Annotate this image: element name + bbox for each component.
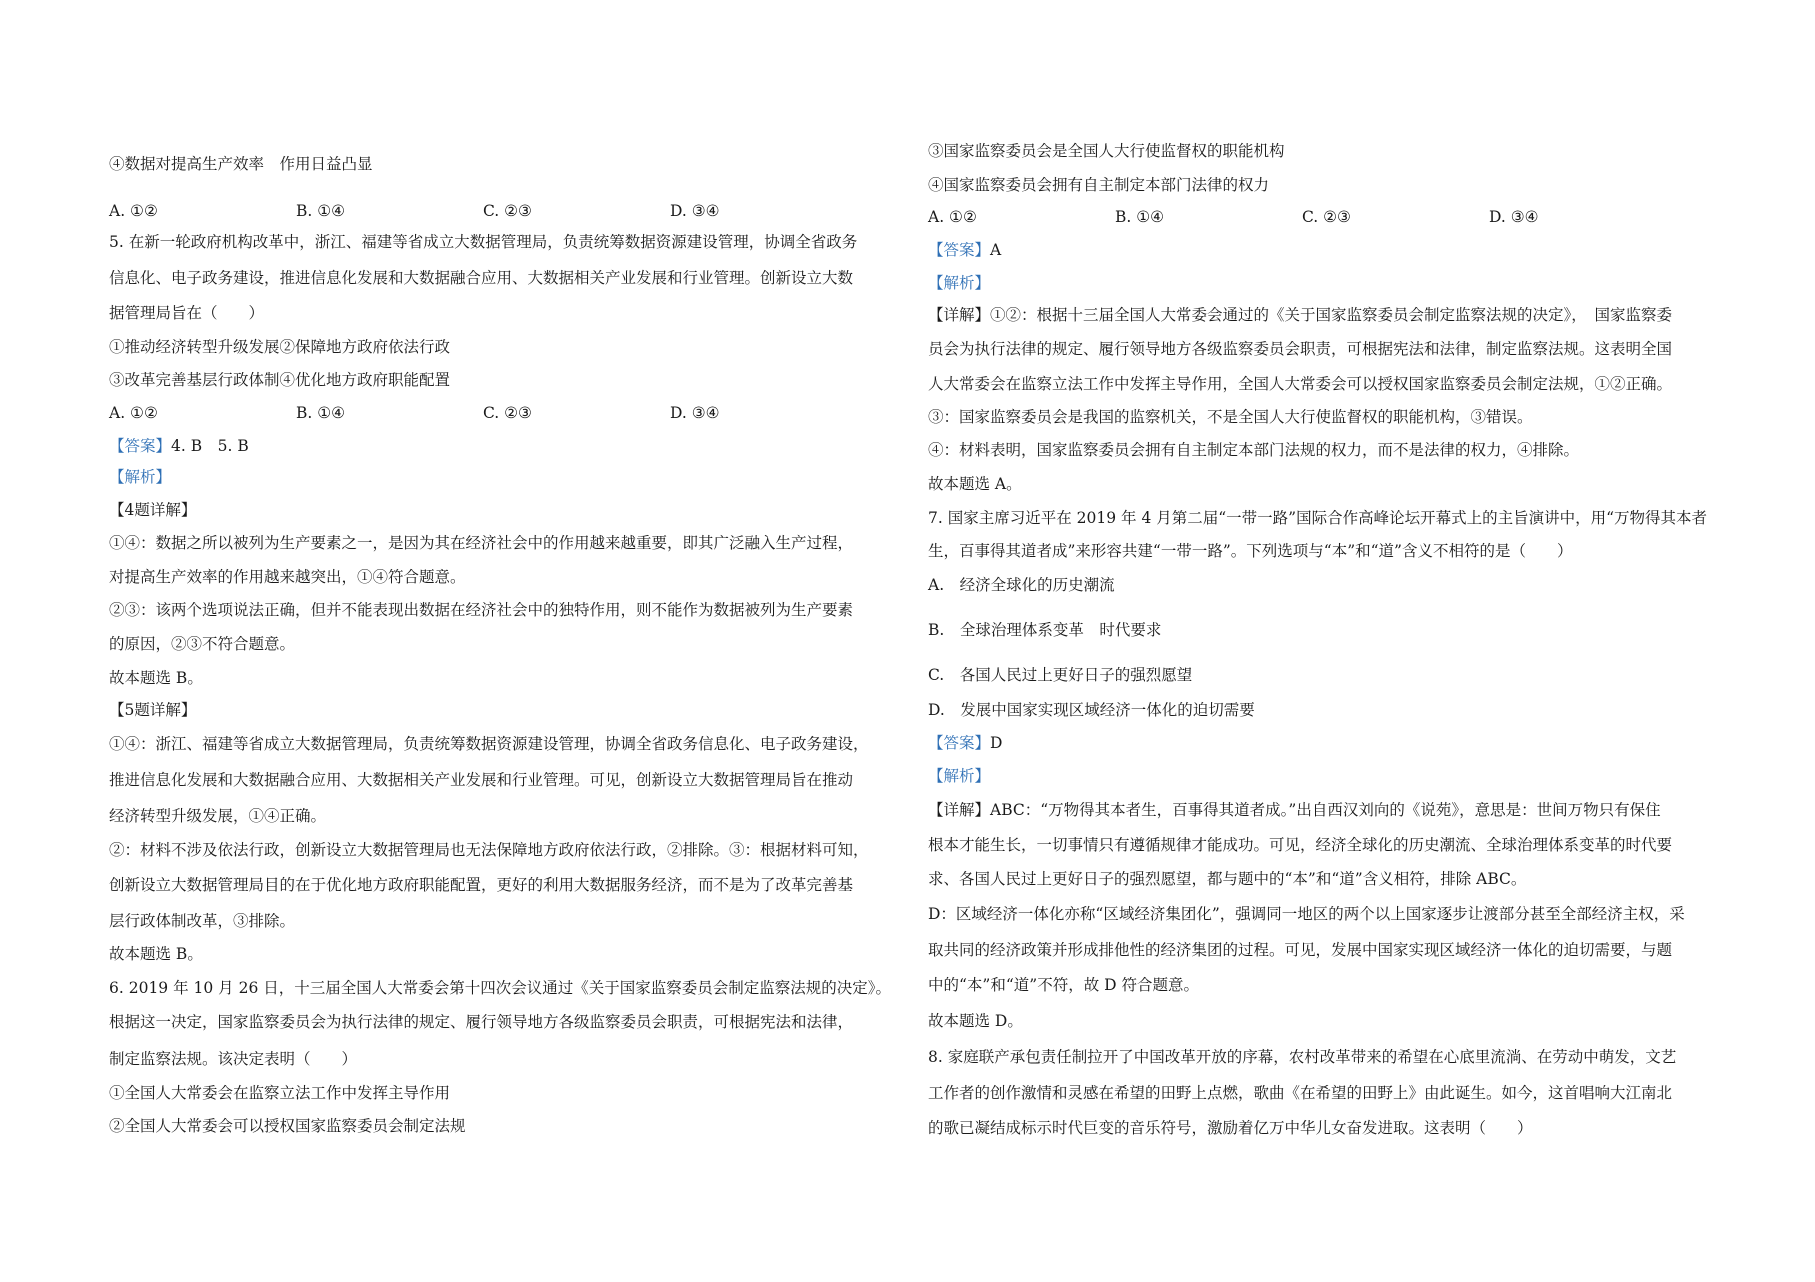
text-line: ①推动经济转型升级发展②保障地方政府依法行政 [109, 338, 451, 356]
text-line: B. 全球治理体系变革 时代要求 [928, 621, 1162, 639]
text-line: 根据这一决定，国家监察委员会为执行法律的规定、履行领导地方各级监察委员会职责，可根据宪法和法律， [109, 1013, 854, 1031]
option-a: A. ①② [928, 208, 977, 226]
option-c: C. ②③ [483, 404, 532, 422]
text-line: ③：国家监察委员会是我国的监察机关，不是全国人大行使监督权的职能机构，③错误。 [928, 408, 1533, 426]
answer-label: 【答案】 [928, 241, 991, 259]
text-line: ④：材料表明，国家监察委员会拥有自主制定本部门法规的权力，而不是法律的权力，④排除。 [928, 441, 1580, 459]
text-line: ③改革完善基层行政体制④优化地方政府职能配置 [109, 371, 451, 389]
text-line: D：区域经济一体化亦称“区域经济集团化”，强调同一地区的两个以上国家逐步让渡部分甚至全部经济主权，采 [928, 905, 1685, 923]
text-line: 人大常委会在监察立法工作中发挥主导作用，全国人大常委会可以授权国家监察委员会制定法规，①②正确。 [928, 375, 1673, 393]
answer-label: 【解析】 [109, 468, 172, 486]
answer-line [109, 467, 171, 487]
text-line: 中的“本”和“道”不符，故 D 符合题意。 [928, 976, 1199, 994]
option-d: D. ③④ [670, 404, 720, 422]
text-line: 信息化、电子政务建设，推进信息化发展和大数据融合应用、大数据相关产业发展和行业管理。创新设立大数 [109, 269, 854, 287]
text-line: 的原因，②③不符合题意。 [109, 635, 296, 653]
text-line: ①④：浙江、福建等省成立大数据管理局，负责统筹数据资源建设管理，协调全省政务信息化、电子政务建设， [109, 735, 869, 753]
text-line: ③国家监察委员会是全国人大行使监督权的职能机构 [928, 142, 1285, 160]
option-a: A. ①② [109, 404, 158, 422]
text-line: 层行政体制改革，③排除。 [109, 912, 296, 930]
text-line: ①④：数据之所以被列为生产要素之一，是因为其在经济社会中的作用越来越重要，即其广泛融入生产过程， [109, 534, 854, 552]
text-line: D. 发展中国家实现区域经济一体化的迫切需要 [928, 701, 1255, 719]
option-d: D. ③④ [1489, 208, 1539, 226]
text-line: ④数据对提高生产效率 作用日益凸显 [109, 155, 373, 173]
text-line: 的歌已凝结成标示时代巨变的音乐符号，激励着亿万中华儿女奋发进取。这表明（ ） [928, 1119, 1533, 1137]
text-line: 故本题选 B。 [109, 945, 203, 963]
answer-line [928, 240, 1001, 260]
answer-value: A [990, 241, 1002, 259]
answer-line [928, 733, 1002, 753]
answer-label: 【解析】 [928, 274, 991, 292]
option-a: A. ①② [109, 202, 158, 220]
text-line: 【5题详解】 [109, 701, 197, 719]
text-line: 创新设立大数据管理局目的在于优化地方政府职能配置，更好的利用大数据服务经济，而不是为了改革完善基 [109, 876, 854, 894]
text-line: 推进信息化发展和大数据融合应用、大数据相关产业发展和行业管理。可见，创新设立大数据管理局旨在推动 [109, 771, 854, 789]
option-d: D. ③④ [670, 202, 720, 220]
text-line: 7. 国家主席习近平在 2019 年 4 月第二届“一带一路”国际合作高峰论坛开幕式上的主旨演讲中，用“万物得其本者 [928, 509, 1708, 527]
text-line: ④国家监察委员会拥有自主制定本部门法律的权力 [928, 176, 1270, 194]
text-line: 取共同的经济政策并形成排他性的经济集团的过程。可见，发展中国家实现区域经济一体化的迫切需要，与题 [928, 941, 1673, 959]
answer-options [109, 201, 857, 221]
text-line: 根本才能生长，一切事情只有遵循规律才能成功。可见，经济全球化的历史潮流、全球治理体系变革的时代要 [928, 836, 1673, 854]
text-line: 经济转型升级发展，①④正确。 [109, 807, 327, 825]
text-line: ②：材料不涉及依法行政，创新设立大数据管理局也无法保障地方政府依法行政，②排除。③：根据材料可知， [109, 841, 869, 859]
text-line: 8. 家庭联产承包责任制拉开了中国改革开放的序幕，农村改革带来的希望在心底里流淌、在劳动中萌发，文艺 [928, 1048, 1677, 1066]
text-line: A. 经济全球化的历史潮流 [928, 576, 1115, 594]
answer-label: 【解析】 [928, 767, 991, 785]
answer-value: 4. B 5. B [171, 437, 249, 455]
text-line: 【详解】①②：根据十三届全国人大常委会通过的《关于国家监察委员会制定监察法规的决定》， 国家监察委 [928, 306, 1673, 324]
option-c: C. ②③ [1302, 208, 1351, 226]
text-line: 工作者的创作激情和灵感在希望的田野上点燃，歌曲《在希望的田野上》由此诞生。如今，这首唱响大江南北 [928, 1084, 1673, 1102]
option-b: B. ①④ [296, 404, 346, 422]
text-line: 故本题选 D。 [928, 1012, 1023, 1030]
text-line: 6. 2019 年 10 月 26 日，十三届全国人大常委会第十四次会议通过《关于国家监察委员会制定监察法规的决定》。 [109, 979, 891, 997]
text-line: 生，百事得其道者成”来形容共建“一带一路”。下列选项与“本”和“道”含义不相符的是（ ） [928, 542, 1573, 560]
text-line: C. 各国人民过上更好日子的强烈愿望 [928, 666, 1193, 684]
text-line: 【4题详解】 [109, 501, 197, 519]
answer-line [109, 436, 249, 456]
text-line: 故本题选 A。 [928, 475, 1022, 493]
text-line: ①全国人大常委会在监察立法工作中发挥主导作用 [109, 1084, 451, 1102]
answer-label: 【答案】 [109, 437, 172, 455]
answer-label: 【答案】 [928, 734, 991, 752]
option-b: B. ①④ [296, 202, 346, 220]
answer-options [109, 403, 857, 423]
answer-options [928, 207, 1676, 227]
option-c: C. ②③ [483, 202, 532, 220]
text-line: 对提高生产效率的作用越来越突出，①④符合题意。 [109, 568, 466, 586]
answer-line [928, 766, 990, 786]
text-line: 【详解】ABC：“万物得其本者生，百事得其道者成。”出自西汉刘向的《说苑》，意思是：世间万物只有保住 [928, 801, 1661, 819]
answer-value: D [990, 734, 1003, 752]
text-line: ②③：该两个选项说法正确，但并不能表现出数据在经济社会中的独特作用，则不能作为数据被列为生产要素 [109, 601, 854, 619]
text-line: 5. 在新一轮政府机构改革中，浙江、福建等省成立大数据管理局，负责统筹数据资源建设管理，协调全省政务 [109, 233, 858, 251]
text-line: 求、各国人民过上更好日子的强烈愿望，都与题中的“本”和“道”含义相符，排除 ABC。 [928, 870, 1527, 888]
option-b: B. ①④ [1115, 208, 1165, 226]
answer-line [928, 273, 990, 293]
text-line: 员会为执行法律的规定、履行领导地方各级监察委员会职责，可根据宪法和法律，制定监察法规。这表明全国 [928, 340, 1673, 358]
text-line: 制定监察法规。该决定表明（ ） [109, 1050, 358, 1068]
text-line: 据管理局旨在（ ） [109, 304, 265, 322]
text-line: 故本题选 B。 [109, 669, 203, 687]
text-line: ②全国人大常委会可以授权国家监察委员会制定法规 [109, 1117, 466, 1135]
